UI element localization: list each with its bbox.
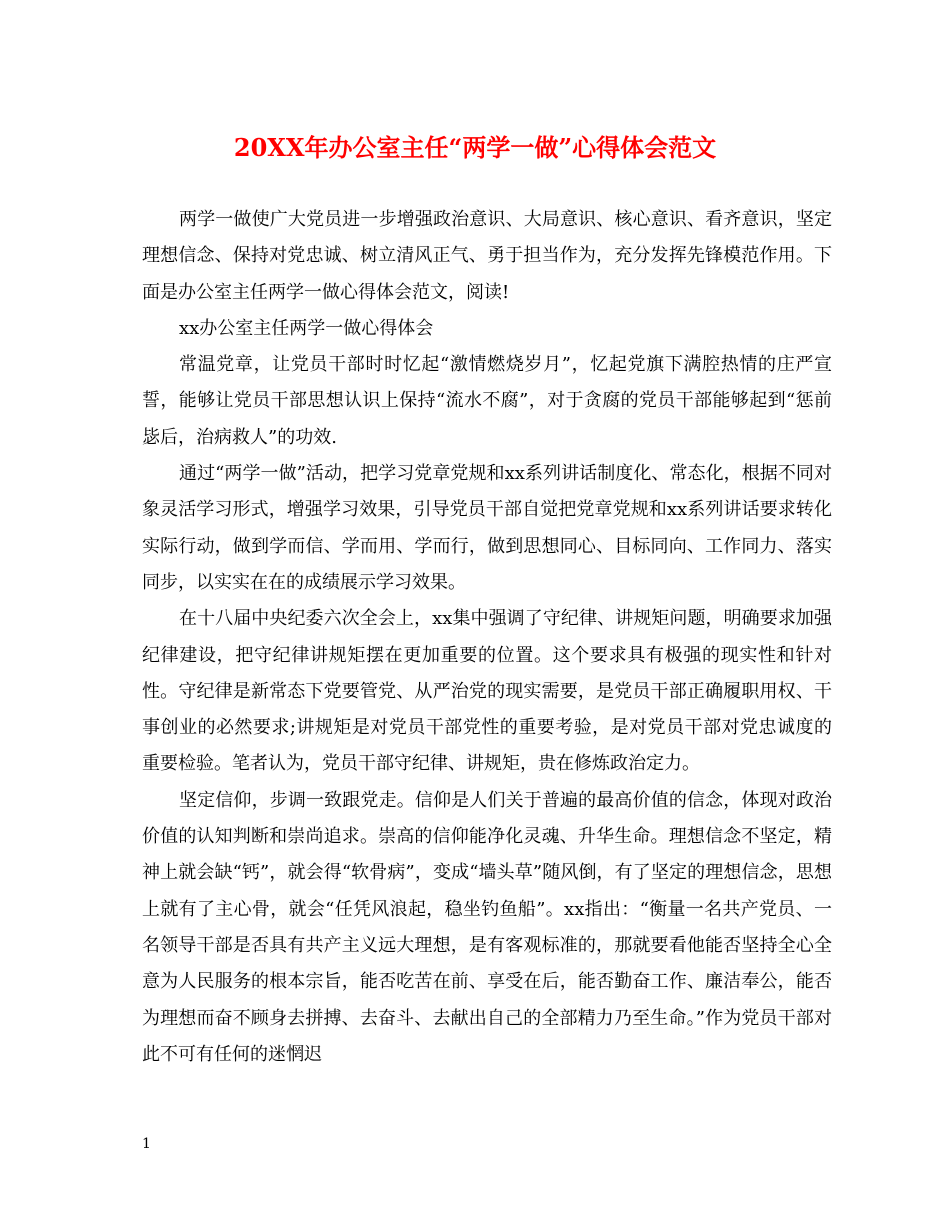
document-title: 20XX年办公室主任“两学一做”心得体会范文 [233,133,717,162]
body-paragraph: 坚定信仰，步调一致跟党走。信仰是人们关于普遍的最高价值的信念，体现对政治价值的认知判断和崇尚追求。崇高的信仰能净化灵魂、升华生命。理想信念不坚定，精神上就会缺“钙”，就会得“软骨病”，变成“墙头草”随风倒，有了坚定的理想信念，思想上就有了主心骨，就会“任凭风浪起，稳坐钓鱼船”。xx指出：“衡量一名共产党员、一名领导干部是否具有共产主义远大理想，是有客观标准的，那就要看他能否坚持全心全意为人民服务的根本宗旨，能否吃苦在前、享受在后，能否勤奋工作、廉洁奉公，能否为理想而奋不顾身去拼搏、去奋斗、去献出自己的全部精力乃至生命。”作为党员干部对此不可有任何的迷惘迟 [142,789,832,1065]
intro-paragraph: 两学一做使广大党员进一步增强政治意识、大局意识、核心意识、看齐意识，坚定理想信念、保持对党忠诚、树立清风正气、勇于担当作为，充分发挥先锋模范作用。下面是办公室主任两学一做心得体会范文，阅读! [142,209,832,303]
document-body [142,202,832,1073]
page-number: 1 [142,1136,151,1152]
section-heading: xx办公室主任两学一做心得体会 [179,317,434,339]
body-paragraph: 通过“两学一做”活动，把学习党章党规和xx系列讲话制度化、常态化，根据不同对象灵活学习形式，增强学习效果，引导党员干部自觉把党章党规和xx系列讲话要求转化实际行动，做到学而信、学而用、学而行，做到思想同心、目标同向、工作同力、落实同步，以实实在在的成绩展示学习效果。 [142,463,832,593]
body-paragraph: 常温党章，让党员干部时时忆起“激情燃烧岁月”，忆起党旗下满腔热情的庄严宣誓，能够让党员干部思想认识上保持“流水不腐”，对于贪腐的党员干部能够起到“惩前毖后，治病救人”的功效. [142,354,832,448]
body-paragraph: 在十八届中央纪委六次全会上，xx集中强调了守纪律、讲规矩问题，明确要求加强纪律建设，把守纪律讲规矩摆在更加重要的位置。这个要求具有极强的现实性和针对性。守纪律是新常态下党要管党、从严治党的现实需要，是党员干部正确履职用权、干事创业的必然要求;讲规矩是对党员干部党性的重要考验，是对党员干部对党忠诚度的重要检验。笔者认为，党员干部守纪律、讲规矩，贵在修炼政治定力。 [142,608,832,775]
